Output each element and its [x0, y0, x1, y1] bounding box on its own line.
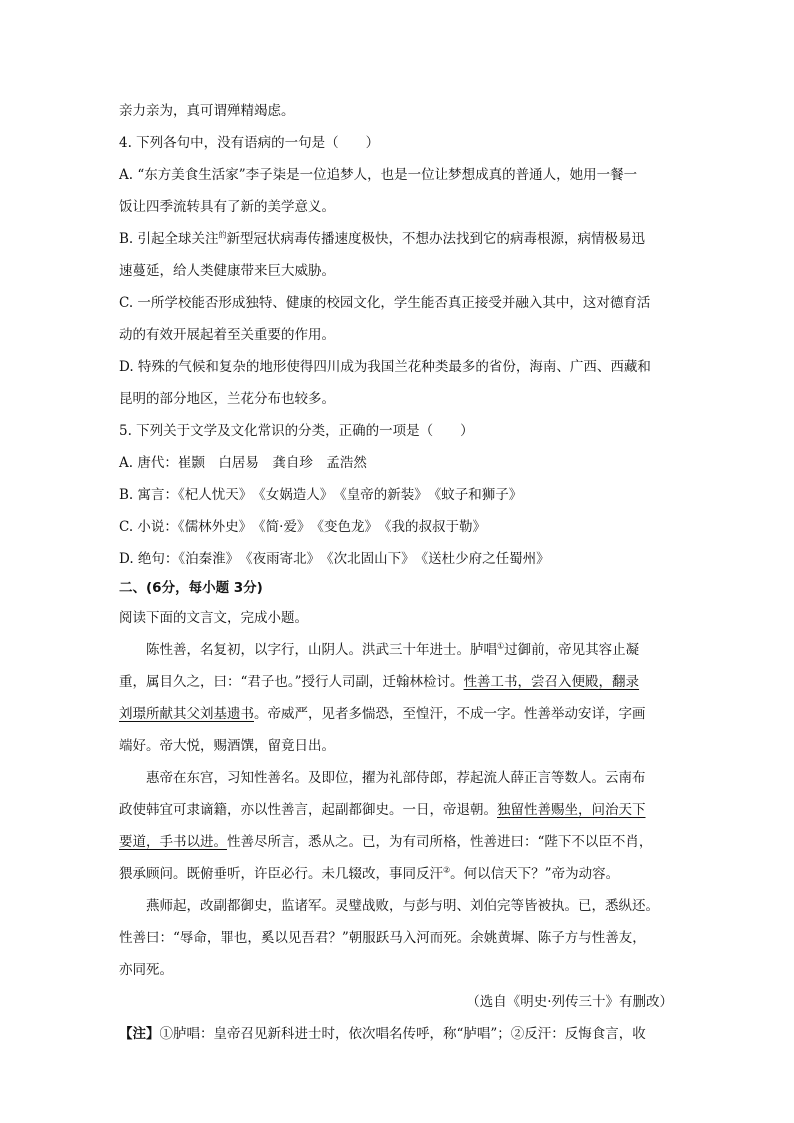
note-label: 【注】: [119, 1026, 160, 1042]
passage-line: 惠帝在东宫，习知性善名。及即位，擢为礼部侍郎，荐起流人薛正言等数人。云南布: [146, 770, 646, 786]
text-line: 速蔓延，给人类健康带来巨大威胁。: [119, 263, 335, 279]
text-segment: 陈性善，名复初，以字行，山阴人。洪武三十年进士。胪唱: [146, 642, 497, 658]
passage-line: [119, 704, 646, 724]
section-heading: 二、(6分，每小题 3分): [119, 580, 263, 596]
question-4-option-a: A. “东方美食生活家”李子柒是一位追梦人，也是一位让梦想成真的普通人，她用一餐一: [119, 167, 638, 183]
footnote-line: [119, 1024, 646, 1044]
question-5-option-c: C. 小说：《儒林外史》 《简·爱》 《变色龙》 《我的叔叔于勒》: [119, 519, 486, 535]
question-5-option-d: D. 绝句：《泊秦淮》 《夜雨寄北》 《次北固山下》 《送杜少府之任蜀州》: [119, 551, 550, 567]
question-5-option-b: B. 寓言：《杞人忧天》 《女娲造人》 《皇帝的新装》 《蚊子和狮子》: [119, 487, 523, 503]
passage-line: [119, 800, 646, 820]
underlined-sentence: 刘璟所献其父刘基遗书: [119, 706, 254, 722]
underlined-sentence: 要道，手书以进。: [119, 834, 227, 850]
text-segment: 性善尽所言，悉从之。已，为有司所格，性善进曰：“陛下不以臣不肖，: [227, 834, 653, 850]
passage-line: 端好。帝大悦，赐酒馔，留竟日出。: [119, 738, 335, 754]
text-segment: 过御前，帝见其容止凝: [504, 642, 640, 658]
question-4-option-d: D. 特殊的气候和复杂的地形使得四川成为我国兰花种类最多的省份，海南、广西、西藏和: [119, 359, 651, 375]
question-5-stem: 5. 下列关于文学及文化常识的分类，正确的一项是（ ）: [119, 423, 474, 439]
underlined-sentence: 性善工书，尝召入便殿，翻录: [463, 674, 640, 690]
footnote-marker: ②: [443, 865, 451, 875]
text-segment: ①胪唱：皇帝召见新科进士时，依次唱名传呼，称“胪唱”；②反汗：反悔食言，收: [159, 1026, 646, 1042]
text-segment: 猥承顾问。既俯垂听，许臣必行。未几辍改，事同反汗: [119, 866, 443, 882]
passage-line: 亦同死。: [119, 962, 173, 978]
passage-line: [119, 832, 652, 852]
superscript: 的: [218, 230, 227, 240]
question-4-stem: 4. 下列各句中，没有语病的一句是（ ）: [119, 135, 380, 151]
question-4-option-c: C. 一所学校能否形成独特、健康的校园文化，学生能否真正接受并融入其中，这对德育活: [119, 295, 651, 311]
text-line: 动的有效开展起着至关重要的作用。: [119, 327, 335, 343]
section-instruction: 阅读下面的文言文，完成小题。: [119, 610, 308, 626]
underlined-sentence: 独留性善赐坐，问治天下: [497, 802, 646, 818]
text-segment: 新型冠状病毒传播速度极快，不想办法找到它的病毒根源，病情极易迅: [226, 231, 646, 247]
question-5-option-a: A. 唐代：崔颢 白居易 龚自珍 孟浩然: [119, 455, 367, 471]
source-citation: （选自《明史·列传三十》有删改）: [466, 994, 673, 1010]
text-segment: 。帝威严，见者多惴恐，至惶汗，不成一字。性善举动安详，字画: [254, 706, 646, 722]
question-4-option-b: [119, 229, 645, 249]
text-line: 昆明的部分地区，兰花分布也较多。: [119, 391, 335, 407]
text-segment: 重，属目久之，曰：“君子也。”授行人司副，迁翰林检讨。: [119, 674, 464, 690]
text-segment: 政使韩宜可隶谪籍，亦以性善言，起副都御史。一日，帝退朝。: [119, 802, 497, 818]
text-segment: 。何以信天下？”帝为动容。: [450, 866, 620, 882]
text-segment: B. 引起全球关注: [119, 231, 219, 247]
footnote-marker: ①: [497, 641, 505, 651]
text-line: 亲力亲为，真可谓殚精竭虑。: [119, 103, 295, 119]
passage-line: [146, 640, 639, 660]
passage-line: 性善曰：“辱命，罪也，奚以见吾君？”朝服跃马入河而死。余姚黄墀、陈子方与性善友，: [119, 930, 646, 946]
text-line: 饭让四季流转具有了新的美学意义。: [119, 199, 335, 215]
passage-line: [119, 864, 619, 884]
passage-line: [119, 672, 639, 692]
passage-line: 燕师起，改副都御史，监诸军。灵璧战败，与彭与明、刘伯完等皆被执。已，悉纵还。: [146, 898, 659, 914]
